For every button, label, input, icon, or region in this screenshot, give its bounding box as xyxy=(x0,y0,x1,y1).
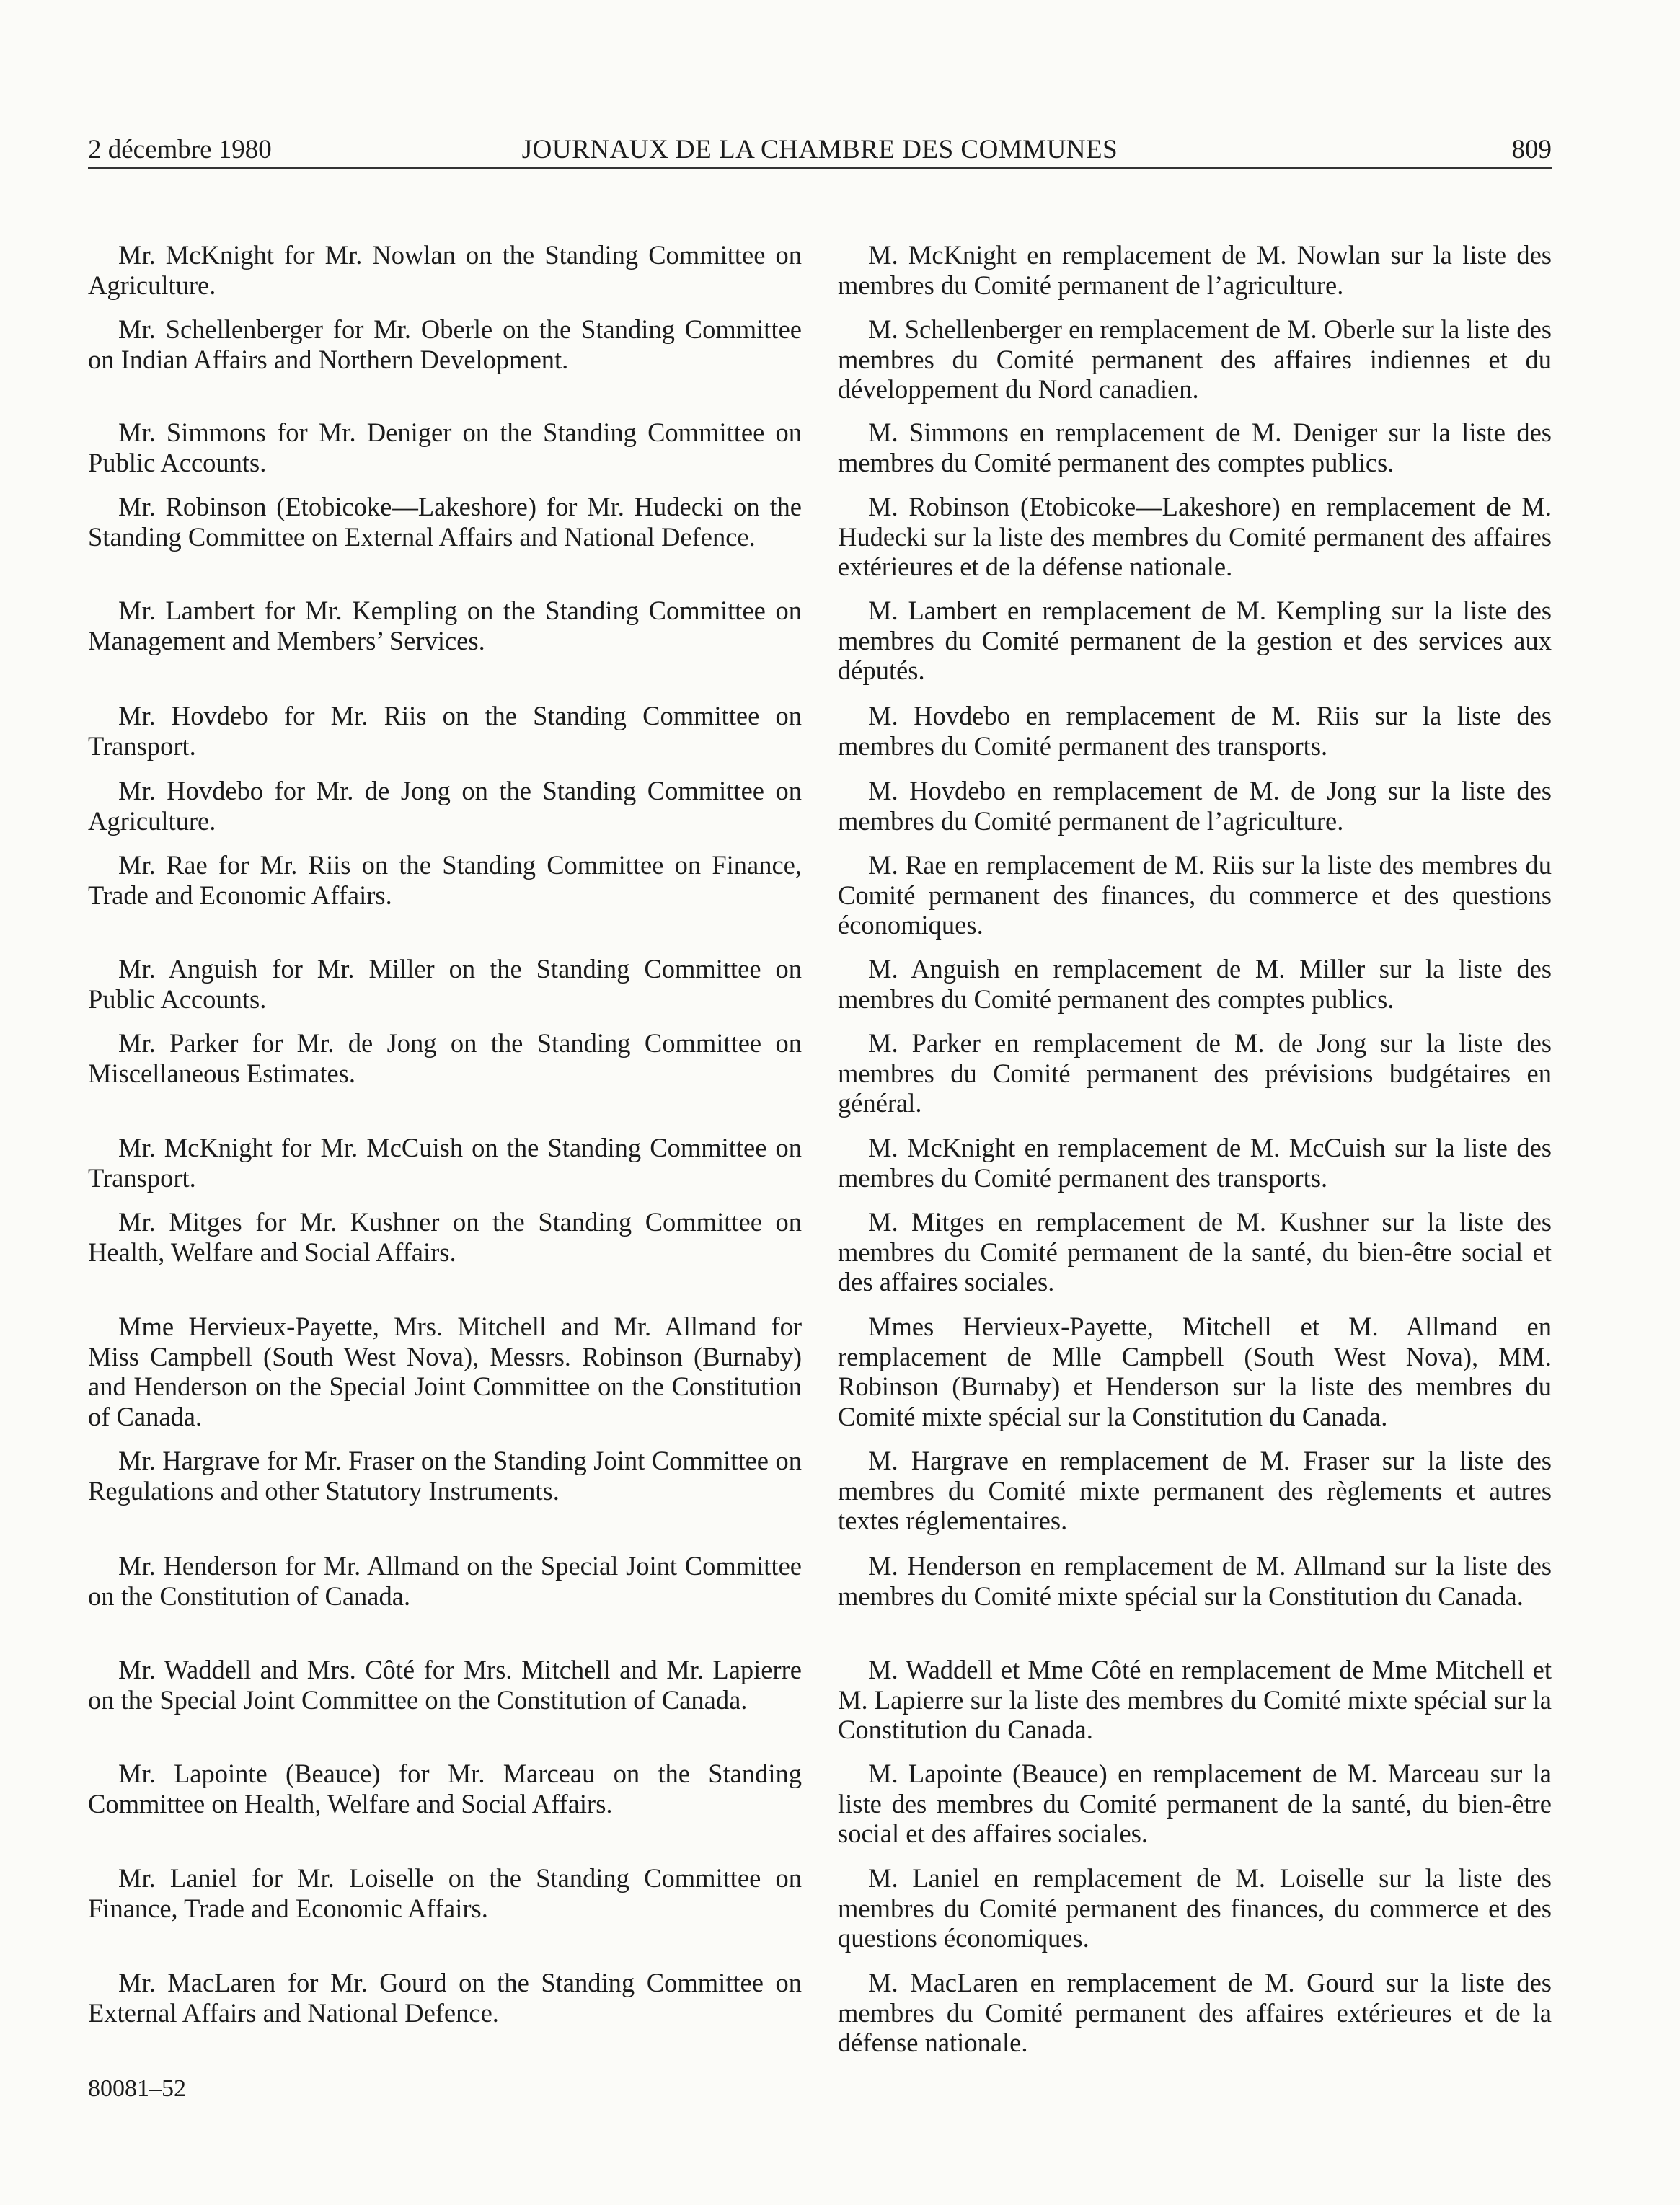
english-entry: Mr. Rae for Mr. Riis on the Standing Committee on Finance, Trade and Economic Affairs. xyxy=(88,850,802,910)
english-entry: Mr. MacLaren for Mr. Gourd on the Standing Committee on External Affairs and National Defence. xyxy=(88,1968,802,2028)
french-entry: M. Lapointe (Beauce) en remplacement de M. Marceau sur la liste des membres du Comité permanent de la santé, du bien-être social et des affaires sociales. xyxy=(838,1759,1552,1848)
french-entry: M. Simmons en remplacement de M. Deniger sur la liste des membres du Comité permanent des comptes publics. xyxy=(838,417,1552,477)
english-entry: Mr. Robinson (Etobicoke—Lakeshore) for Mr. Hudecki on the Standing Committee on External Affairs and National Defence. xyxy=(88,492,802,552)
english-entry: Mr. Hargrave for Mr. Fraser on the Standing Joint Committee on Regulations and other Statutory Instruments. xyxy=(88,1446,802,1506)
french-entry: M. Hovdebo en remplacement de M. Riis sur la liste des membres du Comité permanent des transports. xyxy=(838,701,1552,761)
english-entry: Mr. Waddell and Mrs. Côté for Mrs. Mitchell and Mr. Lapierre on the Special Joint Committee on the Constitution of Canada. xyxy=(88,1655,802,1715)
english-entry: Mr. Lapointe (Beauce) for Mr. Marceau on the Standing Committee on Health, Welfare and Social Affairs. xyxy=(88,1759,802,1819)
french-entry: M. Anguish en remplacement de M. Miller sur la liste des membres du Comité permanent des comptes publics. xyxy=(838,954,1552,1014)
page-number: 809 xyxy=(1511,135,1552,164)
french-entry: M. Laniel en remplacement de M. Loiselle sur la liste des membres du Comité permanent des finances, du commerce et des questions économiques. xyxy=(838,1863,1552,1953)
english-entry: Mr. Lambert for Mr. Kempling on the Standing Committee on Management and Members’ Services. xyxy=(88,596,802,655)
header-date: 2 décembre 1980 xyxy=(88,135,272,164)
english-entry: Mr. McKnight for Mr. McCuish on the Standing Committee on Transport. xyxy=(88,1133,802,1193)
french-entry: M. Hovdebo en remplacement de M. de Jong sur la liste des membres du Comité permanent de l’agriculture. xyxy=(838,776,1552,836)
english-entry: Mr. Mitges for Mr. Kushner on the Standing Committee on Health, Welfare and Social Affairs. xyxy=(88,1207,802,1267)
english-entry: Mr. Parker for Mr. de Jong on the Standing Committee on Miscellaneous Estimates. xyxy=(88,1028,802,1088)
english-entry: Mr. Schellenberger for Mr. Oberle on the Standing Committee on Indian Affairs and Northern Development. xyxy=(88,314,802,374)
french-entry: M. McKnight en remplacement de M. McCuish sur la liste des membres du Comité permanent des transports. xyxy=(838,1133,1552,1193)
english-entry: Mr. Laniel for Mr. Loiselle on the Standing Committee on Finance, Trade and Economic Affairs. xyxy=(88,1863,802,1923)
english-entry: Mr. McKnight for Mr. Nowlan on the Standing Committee on Agriculture. xyxy=(88,240,802,300)
french-entry: M. Rae en remplacement de M. Riis sur la liste des membres du Comité permanent des finances, du commerce et des questions économiques. xyxy=(838,850,1552,940)
french-entry: M. Henderson en remplacement de M. Allmand sur la liste des membres du Comité mixte spécial sur la Constitution du Canada. xyxy=(838,1551,1552,1611)
french-entry: Mmes Hervieux-Payette, Mitchell et M. Allmand en remplacement de Mlle Campbell (South West Nova), MM. Robinson (Burnaby) et Henderson sur la liste des membres du Comité mixte spécial sur la Constitution du Canada. xyxy=(838,1312,1552,1431)
french-entry: M. Mitges en remplacement de M. Kushner sur la liste des membres du Comité permanent de la santé, du bien-être social et des affaires sociales. xyxy=(838,1207,1552,1296)
french-entry: M. MacLaren en remplacement de M. Gourd sur la liste des membres du Comité permanent des affaires extérieures et de la défense nationale. xyxy=(838,1968,1552,2057)
french-entry: M. Parker en remplacement de M. de Jong sur la liste des membres du Comité permanent des prévisions budgétaires en général. xyxy=(838,1028,1552,1118)
french-entry: M. Waddell et Mme Côté en remplacement de Mme Mitchell et M. Lapierre sur la liste des membres du Comité mixte spécial sur la Constitution du Canada. xyxy=(838,1655,1552,1744)
french-entry: M. McKnight en remplacement de M. Nowlan sur la liste des membres du Comité permanent de l’agriculture. xyxy=(838,240,1552,300)
english-entry: Mr. Anguish for Mr. Miller on the Standing Committee on Public Accounts. xyxy=(88,954,802,1014)
french-entry: M. Schellenberger en remplacement de M. Oberle sur la liste des membres du Comité permanent des affaires indiennes et du développement du Nord canadien. xyxy=(838,314,1552,404)
english-entry: Mr. Hovdebo for Mr. de Jong on the Standing Committee on Agriculture. xyxy=(88,776,802,836)
page-header xyxy=(88,134,1552,169)
english-entry: Mr. Henderson for Mr. Allmand on the Special Joint Committee on the Constitution of Canada. xyxy=(88,1551,802,1611)
english-entry: Mme Hervieux-Payette, Mrs. Mitchell and Mr. Allmand for Miss Campbell (South West Nova), Messrs. Robinson (Burnaby) and Henderson on the Special Joint Committee on the Constitution of Canada. xyxy=(88,1312,802,1431)
journal-title: JOURNAUX DE LA CHAMBRE DES COMMUNES xyxy=(521,135,1118,164)
french-entry: M. Hargrave en remplacement de M. Fraser sur la liste des membres du Comité mixte permanent des règlements et autres textes réglementaires. xyxy=(838,1446,1552,1535)
french-entry: M. Lambert en remplacement de M. Kempling sur la liste des membres du Comité permanent de la gestion et des services aux députés. xyxy=(838,596,1552,685)
english-entry: Mr. Hovdebo for Mr. Riis on the Standing Committee on Transport. xyxy=(88,701,802,761)
french-entry: M. Robinson (Etobicoke—Lakeshore) en remplacement de M. Hudecki sur la liste des membres du Comité permanent des affaires extérieures et de la défense nationale. xyxy=(838,492,1552,581)
english-entry: Mr. Simmons for Mr. Deniger on the Standing Committee on Public Accounts. xyxy=(88,417,802,477)
printing-code: 80081–52 xyxy=(88,2075,186,2102)
